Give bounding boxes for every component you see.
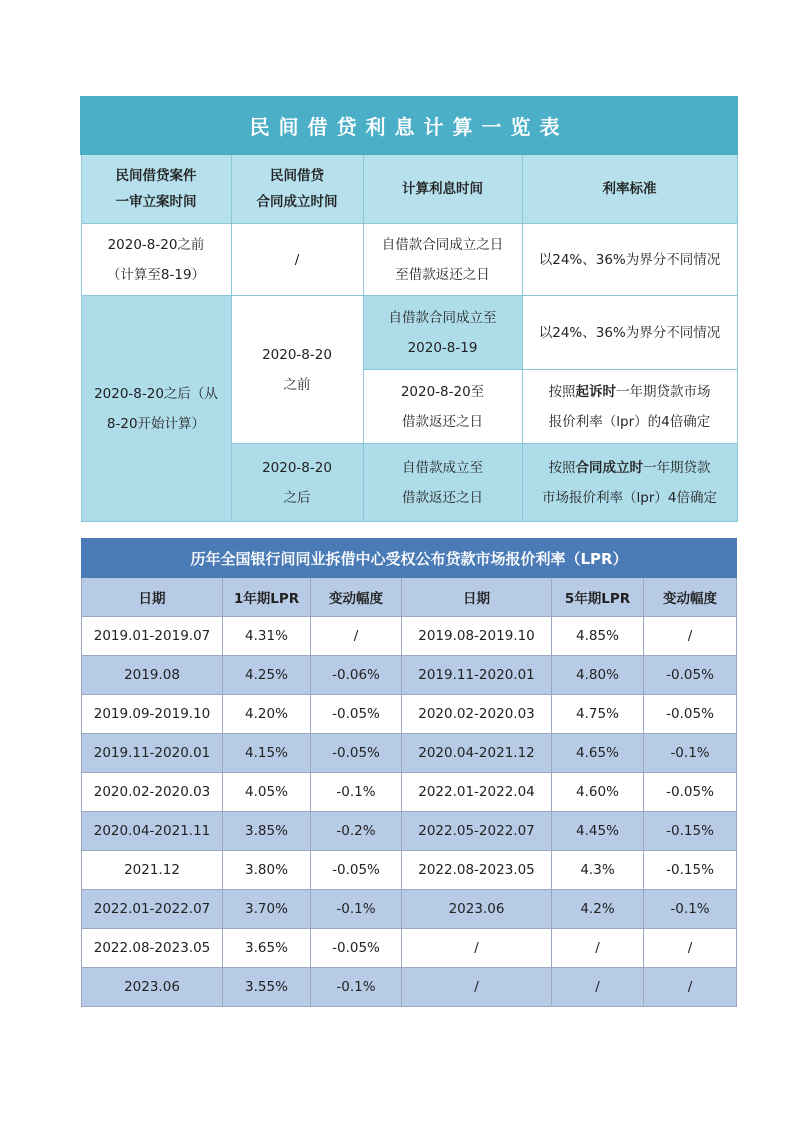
table-cell: -0.05% [311, 929, 402, 968]
table-row [82, 734, 737, 773]
table-row [82, 968, 737, 1007]
table-cell: -0.05% [644, 695, 737, 734]
table-cell: 2019.01-2019.07 [82, 617, 223, 656]
table-cell: 2019.11-2020.01 [82, 734, 223, 773]
table-cell: 4.05% [223, 773, 311, 812]
table-cell: -0.06% [311, 656, 402, 695]
sub2-interest-time: 2020-8-20至 借款返还之日 [363, 370, 522, 444]
table-cell: 2019.11-2020.01 [402, 656, 552, 695]
table-row [82, 695, 737, 734]
table-cell: / [644, 617, 737, 656]
table-cell: 4.45% [552, 812, 644, 851]
header-change-1y: 变动幅度 [311, 578, 402, 617]
table-cell: -0.1% [311, 890, 402, 929]
bold-contract-time: 合同成立时 [575, 459, 643, 476]
table-cell: -0.15% [644, 812, 737, 851]
sub1-rate: 以24%、36%为界分不同情况 [522, 296, 737, 370]
lpr-table-title: 历年全国银行间同业拆借中心受权公布贷款市场报价利率（LPR） [82, 539, 737, 578]
interest-table-title: 民间借贷利息计算一览表 [81, 97, 737, 154]
table-cell: 2020.04-2021.11 [82, 812, 223, 851]
header-date-1y: 日期 [82, 578, 223, 617]
table-row [82, 656, 737, 695]
after-interest-time: 自借款成立至 借款返还之日 [363, 444, 522, 522]
table-cell: -0.1% [644, 890, 737, 929]
table-cell: / [402, 968, 552, 1007]
table-cell: -0.05% [311, 695, 402, 734]
table-row [82, 890, 737, 929]
table-cell: 2019.08-2019.10 [402, 617, 552, 656]
table-cell: 3.65% [223, 929, 311, 968]
table-cell: / [644, 929, 737, 968]
table-cell: 2021.12 [82, 851, 223, 890]
table-cell: 2019.09-2019.10 [82, 695, 223, 734]
table-cell: 4.85% [552, 617, 644, 656]
table-cell: -0.05% [311, 734, 402, 773]
table-cell: 3.85% [223, 812, 311, 851]
table-cell: 4.20% [223, 695, 311, 734]
table-cell: 4.65% [552, 734, 644, 773]
table-cell: 4.31% [223, 617, 311, 656]
table-cell: 4.60% [552, 773, 644, 812]
table-cell: -0.1% [311, 968, 402, 1007]
table-cell: 3.55% [223, 968, 311, 1007]
table-cell: 2020.02-2020.03 [402, 695, 552, 734]
table-cell: 4.25% [223, 656, 311, 695]
table-cell: / [311, 617, 402, 656]
table-row [82, 773, 737, 812]
table-cell: 2022.01-2022.07 [82, 890, 223, 929]
lpr-table-body [82, 617, 737, 1007]
group-filing: 2020-8-20之后（从 8-20开始计算） [81, 296, 231, 522]
row1-filing: 2020-8-20之前 （计算至8-19） [81, 224, 231, 296]
header-change-5y: 变动幅度 [644, 578, 737, 617]
table-row [82, 851, 737, 890]
table-cell: 2020.02-2020.03 [82, 773, 223, 812]
table-cell: 2022.08-2023.05 [402, 851, 552, 890]
header-contract-time: 民间借贷 合同成立时间 [231, 154, 363, 224]
table-cell: 2020.04-2021.12 [402, 734, 552, 773]
sub2-rate: 按照起诉时一年期贷款市场 报价利率（lpr）的4倍确定 [522, 370, 737, 444]
table-cell: -0.15% [644, 851, 737, 890]
table-cell: 3.80% [223, 851, 311, 890]
header-filing-time: 民间借贷案件 一审立案时间 [81, 154, 231, 224]
interest-calc-table [80, 96, 738, 522]
header-lpr-5y: 5年期LPR [552, 578, 644, 617]
table-cell: -0.05% [644, 656, 737, 695]
table-cell: / [552, 929, 644, 968]
table-cell: 4.75% [552, 695, 644, 734]
table-cell: 2022.01-2022.04 [402, 773, 552, 812]
table-row [82, 929, 737, 968]
lpr-table [81, 538, 737, 1007]
row1-rate: 以24%、36%为界分不同情况 [522, 224, 737, 296]
group-before-contract: 2020-8-20 之前 [231, 296, 363, 444]
table-cell: 2022.08-2023.05 [82, 929, 223, 968]
after-rate: 按照合同成立时一年期贷款 市场报价利率（lpr）4倍确定 [522, 444, 737, 522]
table-cell: -0.2% [311, 812, 402, 851]
header-interest-time: 计算利息时间 [363, 154, 522, 224]
table-row [82, 617, 737, 656]
table-cell: / [552, 968, 644, 1007]
table-cell: 2022.05-2022.07 [402, 812, 552, 851]
bold-filing-time: 起诉时 [575, 383, 616, 400]
table-cell: 4.2% [552, 890, 644, 929]
table-cell: -0.1% [644, 734, 737, 773]
header-date-5y: 日期 [402, 578, 552, 617]
table-row [82, 812, 737, 851]
table-cell: -0.05% [644, 773, 737, 812]
table-cell: -0.1% [311, 773, 402, 812]
table-cell: / [402, 929, 552, 968]
table-cell: 4.15% [223, 734, 311, 773]
table-cell: 4.3% [552, 851, 644, 890]
row1-contract: / [231, 224, 363, 296]
table-cell: -0.05% [311, 851, 402, 890]
table-cell: / [644, 968, 737, 1007]
header-lpr-1y: 1年期LPR [223, 578, 311, 617]
group-after-contract: 2020-8-20 之后 [231, 444, 363, 522]
sub1-interest-time: 自借款合同成立至 2020-8-19 [363, 296, 522, 370]
table-cell: 2023.06 [82, 968, 223, 1007]
header-rate-standard: 利率标准 [522, 154, 737, 224]
table-cell: 3.70% [223, 890, 311, 929]
row1-interest-time: 自借款合同成立之日 至借款返还之日 [363, 224, 522, 296]
table-cell: 4.80% [552, 656, 644, 695]
table-cell: 2023.06 [402, 890, 552, 929]
table-cell: 2019.08 [82, 656, 223, 695]
